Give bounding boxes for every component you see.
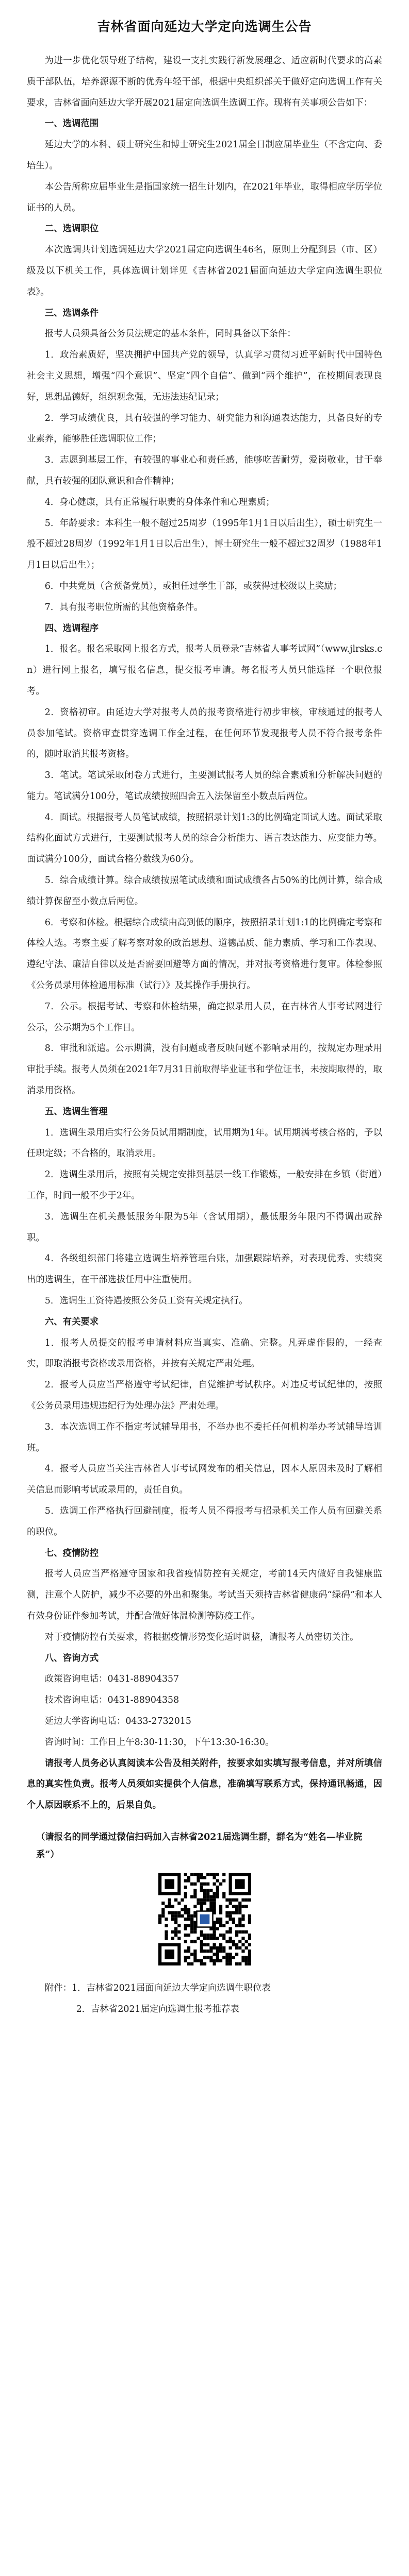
page-title: 吉林省面向延边大学定向选调生公告 — [97, 19, 312, 34]
section-heading: 三、选调条件 — [44, 308, 99, 318]
section-paragraph: 3．笔试。笔试采取闭卷方式进行，主要测试报考人员的综合素质和分析解决问题的能力。笔试满分100分，笔试成绩按照四舍五入法保留至小数点后两位。 — [27, 770, 382, 802]
section-paragraph: 政策咨询电话：0431-88904357 — [44, 1674, 179, 1685]
notice-paragraph: 请报考人员务必认真阅读本公告及相关附件，按要求如实填写报考信息，并对所填信息的真实性负责。报考人员须如实提供个人信息，准确填写联系方式，保持通讯畅通，因个人原因联系不上的，后果自负。 — [27, 1758, 382, 1811]
sections-container — [27, 113, 382, 1753]
section-paragraph: 7．公示。根据考试、考察和体检结果，确定拟录用人员，在吉林省人事考试网进行公示，公示期为5个工作日。 — [27, 1001, 382, 1033]
section-heading: 二、选调职位 — [44, 224, 99, 234]
section-heading: 七、疫情防控 — [44, 1548, 99, 1558]
section-paragraph: 2．选调生录用后，按照有关规定安排到基层一线工作锻炼，一般安排在乡镇（街道）工作，时间一般不少于2年。 — [27, 1170, 382, 1201]
section-paragraph: 报考人员须具备公务员法规定的基本条件，同时具备以下条件： — [44, 329, 296, 340]
section-paragraph: 7．具有报考职位所需的其他资格条件。 — [44, 602, 203, 613]
section-paragraph: 延边大学的本科、硕士研究生和博士研究生2021届全日制应届毕业生（不含定向、委培生）。 — [27, 140, 382, 171]
section-paragraph: 本次选调共计划选调延边大学2021届定向选调生46名，原则上分配到县（市、区）级及以下机关工作，具体选调计划详见《吉林省2021届面向延边大学定向选调生职位表》。 — [27, 245, 382, 297]
attachment-link-2[interactable]: 2．吉林省2021届定向选调生报考推荐表 — [76, 2004, 239, 2014]
section-paragraph: 3．本次选调工作不指定考试辅导用书，不举办也不委托任何机构举办考试辅导培训班。 — [27, 1421, 382, 1453]
section-paragraph: 对于疫情防控有关要求，将根据疫情形势变化适时调整，请报考人员密切关注。 — [44, 1632, 359, 1642]
section-paragraph: 3．志愿到基层工作，有较强的事业心和责任感，能够吃苦耐劳，爱岗敬业，甘于奉献，具有较强的团队意识和合作精神； — [27, 455, 382, 486]
section-paragraph: 1．报名。报名采取网上报名方式，报考人员登录“吉林省人事考试网”（www.jlrsks.cn）进行网上报名，填写报名信息，提交报考申请。每名报考人员只能选择一个职位报考。 — [27, 644, 382, 697]
section-paragraph: 5．选调工作严格执行回避制度，报考人员不得报考与招录机关工作人员有回避关系的职位。 — [27, 1505, 382, 1537]
section-heading: 四、选调程序 — [44, 623, 99, 634]
section-paragraph: 4．面试。根据报考人员笔试成绩，按照招录计划1:3的比例确定面试人选。面试采取结构化面试方式进行，主要测试报考人员的综合分析能力、语言表达能力、应变能力等。面试满分100分，面试合格分数线为60分。 — [27, 812, 382, 865]
section-heading: 八、咨询方式 — [44, 1653, 99, 1664]
attachments-block — [27, 1978, 382, 2020]
section-heading: 六、有关要求 — [44, 1316, 99, 1327]
section-heading: 五、选调生管理 — [44, 1106, 108, 1117]
section-paragraph: 1．报考人员提交的报考申请材料应当真实、准确、完整。凡弄虚作假的，一经查实，即取消报考资格或录用资格，并按有关规定严肃处理。 — [27, 1337, 382, 1369]
section-heading: 一、选调范围 — [44, 118, 99, 129]
section-paragraph: 延边大学咨询电话：0433-2732015 — [44, 1716, 191, 1726]
intro-paragraph: 为进一步优化领导班子结构，建设一支扎实践行新发展理念、适应新时代要求的高素质干部队伍，培养源源不断的优秀年轻干部，根据中央组织部关于做好定向选调工作有关要求，吉林省面向延边大学开展2021届定向选调生选调工作。现将有关事项公告如下： — [27, 56, 382, 108]
section-paragraph: 报考人员应当严格遵守国家和我省疫情防控有关规定，考前14天内做好自我健康监测，注意个人防护，减少不必要的外出和聚集。考试当天须持吉林省健康码“绿码”和本人有效身份证件参加考试，并配合做好体温检测等防疫工作。 — [27, 1569, 382, 1621]
section-paragraph: 4．各级组织部门将建立选调生培养管理台账，加强跟踪培养，对表现优秀、实绩突出的选调生，在干部选拔任用中注重使用。 — [27, 1253, 382, 1285]
attachment-item — [27, 1999, 382, 2020]
attachment-item — [27, 1978, 382, 1999]
qr-block — [27, 1828, 382, 1965]
section-paragraph: 5．年龄要求：本科生一般不超过25周岁（1995年1月1日以后出生），硕士研究生一般不超过28周岁（1992年1月1日以后出生），博士研究生一般不超过32周岁（1988年1月1日以后出生）； — [27, 518, 382, 571]
section-paragraph: 6．中共党员（含预备党员），或担任过学生干部，或获得过校级以上奖励； — [44, 581, 342, 591]
section-paragraph: 2．学习成绩优良，具有较强的学习能力、研究能力和沟通表达能力，具备良好的专业素养，能够胜任选调职位工作； — [27, 413, 382, 445]
qr-caption: （请报名的同学通过微信扫码加入吉林省2021届选调生群，群名为“姓名—毕业院系”） — [36, 1832, 363, 1860]
section-paragraph: 5．选调生工资待遇按照公务员工资有关规定执行。 — [44, 1296, 248, 1307]
attachments-label: 附件： — [44, 1982, 72, 1993]
section-paragraph: 本公告所称应届毕业生是指国家统一招生计划内，在2021年毕业，取得相应学历学位证书的人员。 — [27, 181, 382, 213]
section-paragraph: 3．选调生在机关最低服务年限为5年（含试用期），最低服务年限内不得调出或辞职。 — [27, 1211, 382, 1243]
section-paragraph: 4．报考人员应当关注吉林省人事考试网发布的相关信息，因本人原因未及时了解相关信息而影响考试或录用的，责任自负。 — [27, 1464, 382, 1496]
section-paragraph: 4．身心健康，具有正常履行职责的身体条件和心理素质； — [44, 497, 275, 507]
section-paragraph: 6．考察和体检。根据综合成绩由高到低的顺序，按照招录计划1:1的比例确定考察和体检人选。考察主要了解考察对象的政治思想、道德品质、能力素质、学习和工作表现、遵纪守法、廉洁自律以及是否需要回避等方面的情况，并对报考资格进行复审。体检参照《公务员录用体检通用标准（试行）》及其操作手册执行。 — [27, 917, 382, 991]
section-paragraph: 1．选调生录用后实行公务员试用期制度，试用期为1年。试用期满考核合格的，予以任职定级；不合格的，取消录用。 — [27, 1127, 382, 1159]
section-paragraph: 2．报考人员应当严格遵守考试纪律，自觉维护考试秩序。对违反考试纪律的，按照《公务员录用违规违纪行为处理办法》严肃处理。 — [27, 1380, 382, 1411]
section-paragraph: 8．审批和派遣。公示期满，没有问题或者反映问题不影响录用的，按规定办理录用审批手续。报考人员须在2021年7月31日前取得毕业证书和学位证书，未按期取得的，取消录用资格。 — [27, 1043, 382, 1096]
attachment-link-1[interactable]: 1．吉林省2021届面向延边大学定向选调生职位表 — [71, 1982, 271, 1993]
qr-code-icon[interactable] — [158, 1873, 251, 1965]
section-paragraph: 技术咨询电话：0431-88904358 — [44, 1695, 179, 1706]
section-paragraph: 5．综合成绩计算。综合成绩按照笔试成绩和面试成绩各占50%的比例计算，综合成绩计算保留至小数点后两位。 — [27, 875, 382, 907]
section-paragraph: 1．政治素质好，坚决拥护中国共产党的领导，认真学习贯彻习近平新时代中国特色社会主义思想，增强“四个意识”、坚定“四个自信”、做到“两个维护”，在校期间表现良好，思想品德好，组织观念强，无违法违纪记录； — [27, 350, 382, 402]
section-paragraph: 2．资格初审。由延边大学对报考人员的报考资格进行初步审核，审核通过的报考人员参加笔试。资格审查贯穿选调工作全过程，在任何环节发现报考人员不符合报考条件的，随时取消其报考资格。 — [27, 707, 382, 760]
section-paragraph: 咨询时间：工作日上午8:30-11:30，下午13:30-16:30。 — [44, 1737, 274, 1748]
